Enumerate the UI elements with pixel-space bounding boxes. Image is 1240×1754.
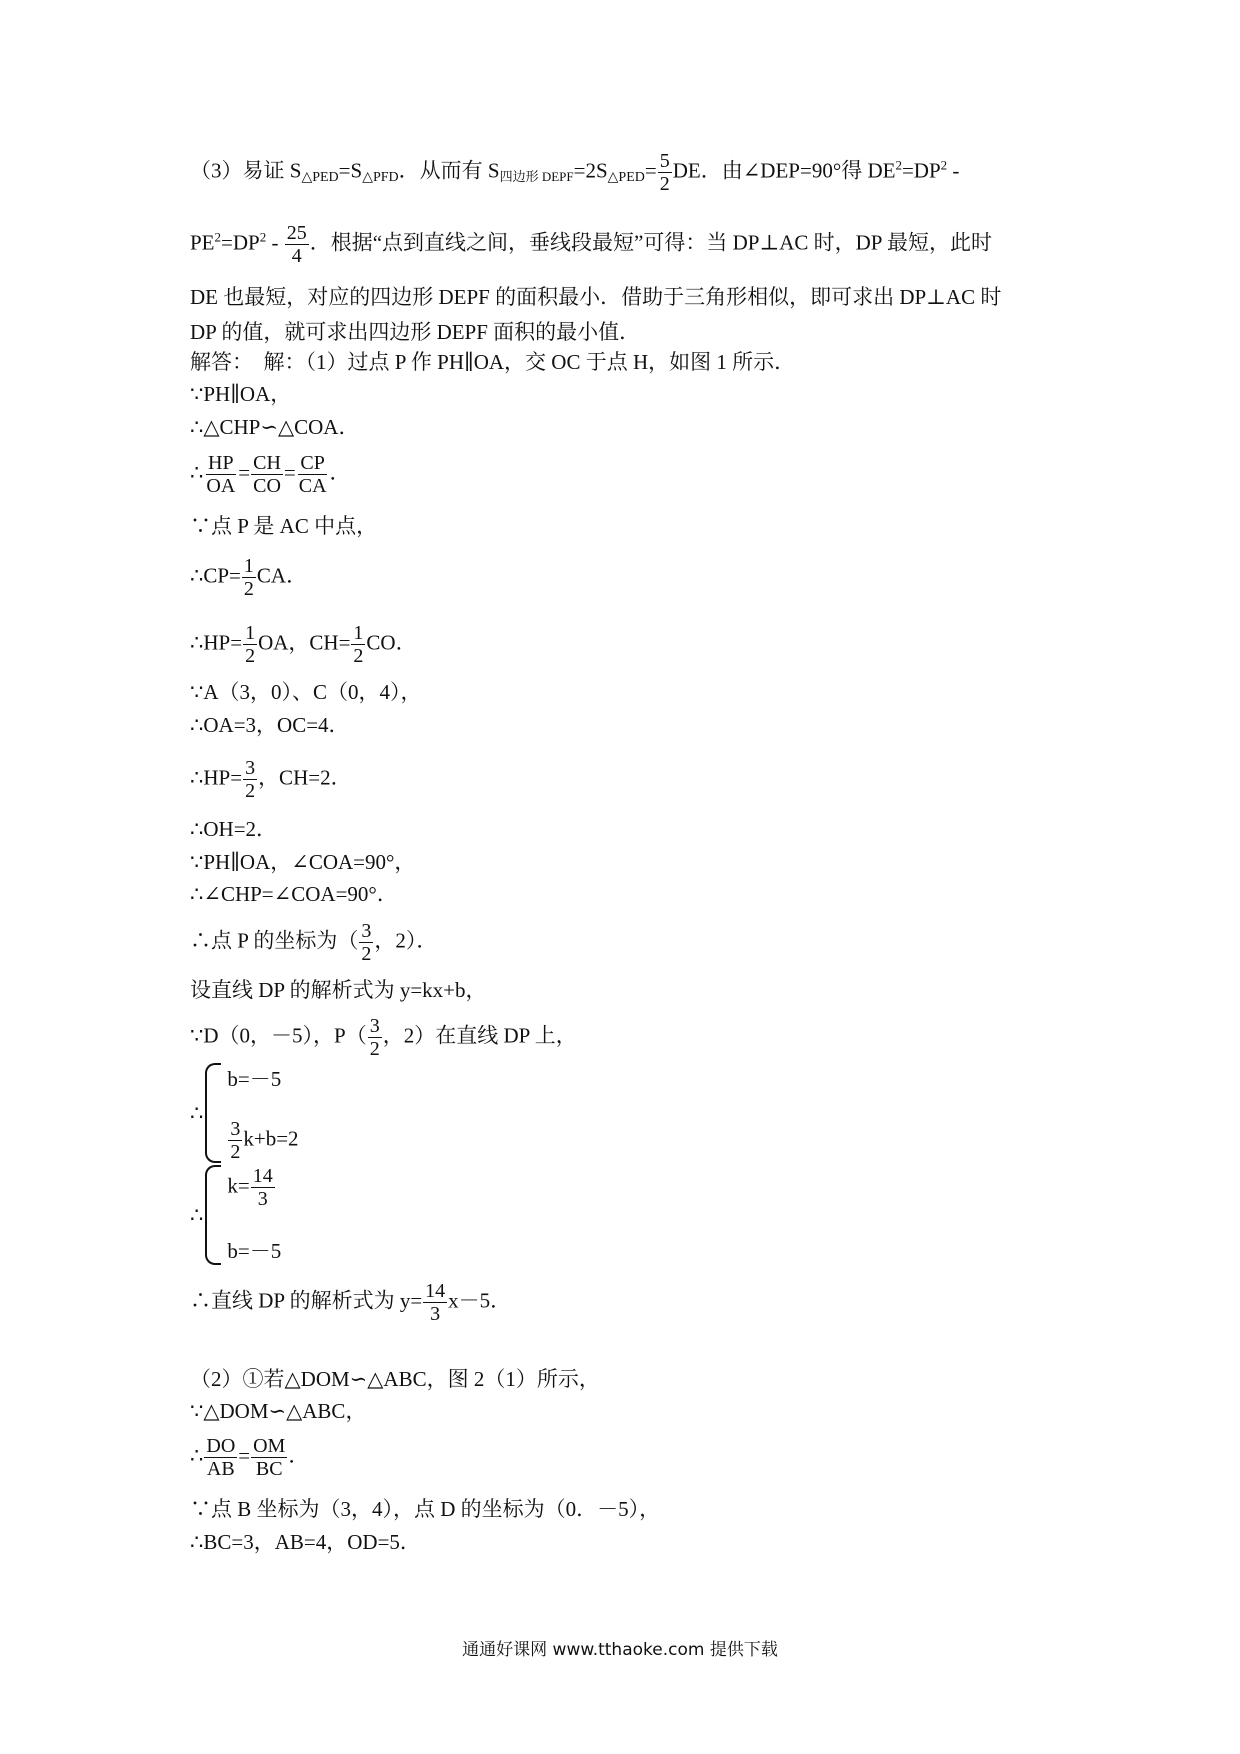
fraction: $\frac{3}{2}$ [361, 920, 372, 965]
brace-icon [205, 1165, 221, 1265]
text: =2S [573, 158, 608, 183]
subscript: △PED [301, 170, 339, 186]
fraction: $\frac{CP}{CA}$ [298, 452, 327, 497]
fraction: $\frac{14}{3}$ [425, 1280, 446, 1325]
text: （3）易证 S [190, 158, 302, 183]
equation-row: $\frac{3}{2}$ k+b=2 [230, 1118, 299, 1163]
solution-header: 解答： 解：（1）过点 P 作 PH∥OA，交 OC 于点 H，如图 1 所示． [190, 350, 796, 374]
text: DE．由∠DEP=90°得 DE [672, 158, 896, 183]
subscript: △PED [607, 170, 645, 186]
solution-line: （2）①若△DOM∽△ABC，图 2（1）所示， [190, 1367, 600, 1391]
fraction: $\frac{DO}{AB}$ [206, 1435, 236, 1480]
equation-row: b=－5 [227, 1239, 282, 1263]
solution-line: ∵D（0，－5），P（ $\frac{3}{2}$ ，2）在直线 DP 上， [190, 1015, 577, 1060]
fraction: $\frac{3}{2}$ [369, 1015, 380, 1060]
therefore-symbol: ∴ [190, 1100, 204, 1125]
solution-line: ∴ $\frac{HP}{OA}$ = $\frac{CH}{CO}$ = $\frac{CP}{CA}$ ． [190, 452, 351, 497]
text: =S [338, 158, 363, 183]
solution-line: ∴CP= $\frac{1}{2}$ CA． [190, 555, 308, 600]
fraction: $\frac{1}{2}$ [243, 555, 254, 600]
fraction: $\frac{5}{2}$ [659, 150, 670, 195]
solution-line: ∴ $\frac{DO}{AB}$ = $\frac{OM}{BC}$ ． [190, 1435, 310, 1480]
superscript: 2 [895, 157, 902, 173]
solution-line: ∴△CHP∽△COA． [190, 415, 360, 439]
fraction: $\frac{25}{4}$ [286, 222, 307, 267]
subscript: 四边形 DEPF [499, 169, 574, 185]
solution-line: ∵点 B 坐标为（3，4），点 D 的坐标为（0．－5）， [190, 1497, 661, 1521]
analysis-line-2 [190, 222, 992, 267]
brace-icon [205, 1063, 221, 1163]
analysis-line-4: DP 的值，就可求出四边形 DEPF 面积的最小值． [190, 320, 641, 344]
fraction: $\frac{1}{2}$ [353, 622, 364, 667]
equation-system-2 [190, 1165, 281, 1265]
therefore-symbol: ∴ [190, 1202, 204, 1227]
solution-line: 设直线 DP 的解析式为 y=kx+b， [190, 978, 487, 1002]
solution-line: ∵A（3，0）、C（0，4）， [190, 680, 422, 704]
solution-line: ∴OH=2． [190, 817, 278, 841]
fraction: $\frac{3}{2}$ [245, 757, 256, 802]
text: =DP [221, 230, 260, 255]
fraction: $\frac{1}{2}$ [245, 622, 256, 667]
text: - [266, 230, 284, 255]
solution-line: ∴∠CHP=∠COA=90°． [190, 882, 398, 906]
fraction: $\frac{HP}{OA}$ [206, 452, 236, 497]
solution-line: ∵PH∥OA， [190, 382, 292, 406]
analysis-line-3: DE 也最短，对应的四边形 DEPF 的面积最小．借助于三角形相似，即可求出 DP⊥AC 时 [190, 285, 1002, 309]
analysis-line-1 [190, 150, 959, 195]
solution-line: ∴OA=3，OC=4． [190, 713, 350, 737]
solution-line: ∴直线 DP 的解析式为 y= $\frac{14}{3}$ x－5． [190, 1280, 512, 1325]
superscript: 2 [259, 229, 267, 245]
superscript: 2 [940, 157, 948, 173]
text: ．从而有 S [398, 158, 500, 183]
solution-line: ∴HP= $\frac{1}{2}$ OA，CH= $\frac{1}{2}$ CO． [190, 622, 417, 667]
text: =DP [901, 158, 941, 183]
text: - [947, 158, 960, 183]
fraction: $\frac{CH}{CO}$ [253, 452, 281, 497]
equation-row: b=－5 [227, 1067, 282, 1091]
solution-line: ∵△DOM∽△ABC， [190, 1399, 367, 1423]
page-footer: 通通好课网 www.tthaoke.com 提供下载 [462, 1640, 778, 1660]
fraction: $\frac{OM}{BC}$ [253, 1435, 286, 1480]
solution-line: ∴BC=3，AB=4，OD=5． [190, 1530, 421, 1554]
superscript: 2 [214, 229, 222, 245]
text: PE [190, 230, 215, 255]
solution-line: ∵点 P 是 AC 中点， [190, 514, 378, 538]
solution-line: ∴点 P 的坐标为（ $\frac{3}{2}$ ，2）． [190, 920, 438, 965]
equation-system-1 [190, 1063, 299, 1163]
subscript: △PFD [362, 170, 399, 186]
equation-row: k= $\frac{14}{3}$ [227, 1165, 273, 1210]
solution-line: ∵PH∥OA，∠COA=90°， [190, 850, 416, 874]
text: = [644, 158, 657, 183]
solution-line: ∴HP= $\frac{3}{2}$ ，CH=2． [190, 757, 352, 802]
text: ．根据“点到直线之间，垂线段最短”可得：当 DP⊥AC 时，DP 最短，此时 [309, 230, 992, 255]
